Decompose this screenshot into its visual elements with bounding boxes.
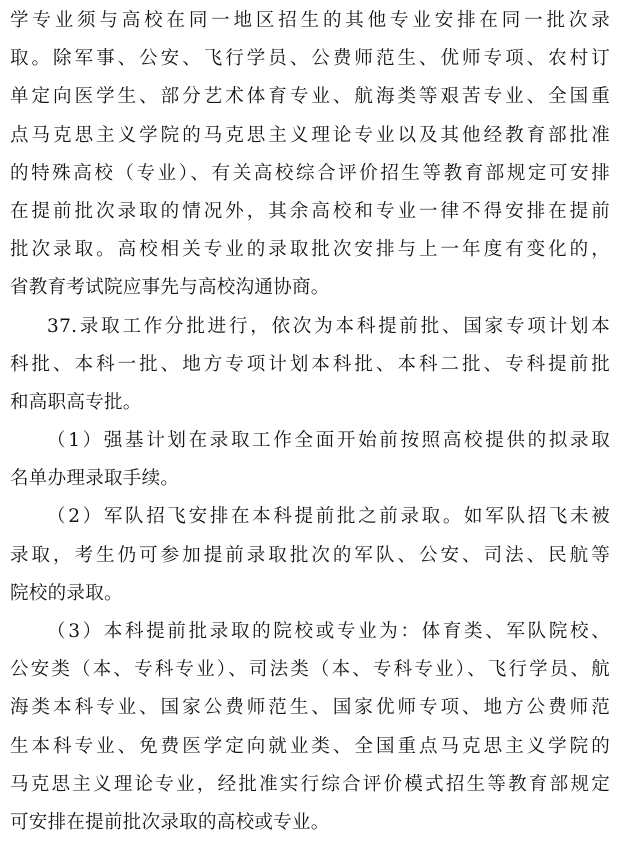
text-line: 批次录取。高校相关专业的录取批次安排与上一年度有变化的，: [10, 239, 610, 261]
text-line: 学专业须与高校在同一地区招生的其他专业安排在同一批次录: [10, 10, 610, 31]
paragraph-subitem-2: [10, 498, 610, 613]
paragraph-subitem-3: [10, 613, 610, 842]
text-line: 公安类（本、专科专业）、司法类（本、专科专业）、飞行学员、航: [10, 659, 610, 681]
text-line: （3）本科提前批录取的院校或专业为：体育类、军队院校、: [47, 621, 610, 642]
text-line: 马克思主义理论专业，经批准实行综合评价模式招生等教育部规定: [10, 773, 610, 795]
text-line: 在提前批次录取的情况外，其余高校和专业一律不得安排在提前: [10, 200, 610, 222]
text-line: （1）强基计划在录取工作全面开始前按照高校提供的拟录取: [47, 430, 610, 452]
text-line: 科批、本科一批、地方专项计划本科批、本科二批、专科提前批: [10, 353, 610, 375]
text-line: 海类本科专业、国家公费师范生、国家优师专项、地方公费师范: [10, 697, 610, 719]
text-line: 录取，考生仍可参加提前录取批次的军队、公安、司法、民航等: [10, 544, 610, 566]
text-line: 名单办理录取手续。: [10, 468, 180, 490]
text-line: 省教育考试院应事先与高校沟通协商。: [10, 277, 330, 299]
text-line: 单定向医学生、部分艺术体育专业、航海类等艰苦专业、全国重: [10, 86, 610, 108]
text-line: 的特殊高校（专业）、有关高校综合评价招生等教育部规定可安排: [10, 162, 610, 184]
text-line: 取。除军事、公安、飞行学员、公费师范生、优师专项、农村订: [10, 48, 610, 70]
text-line: 和高职高专批。: [10, 391, 142, 413]
text-line: 可安排在提前批次录取的高校或专业。: [10, 811, 330, 833]
paragraph-subitem-1: [10, 422, 610, 498]
paragraph-item-37: [10, 308, 610, 423]
paragraph-admission-batch-rules: [10, 2, 610, 308]
text-line: 生本科专业、免费医学定向就业类、全国重点马克思主义学院的: [10, 735, 610, 757]
text-line: （2）军队招飞安排在本科提前批之前录取。如军队招飞未被: [47, 506, 610, 528]
text-line: 37.录取工作分批进行，依次为本科提前批、国家专项计划本: [47, 315, 610, 337]
text-line: 院校的录取。: [10, 582, 123, 604]
text-line: 点马克思主义学院的马克思主义理论专业以及其他经教育部批准: [10, 124, 610, 146]
